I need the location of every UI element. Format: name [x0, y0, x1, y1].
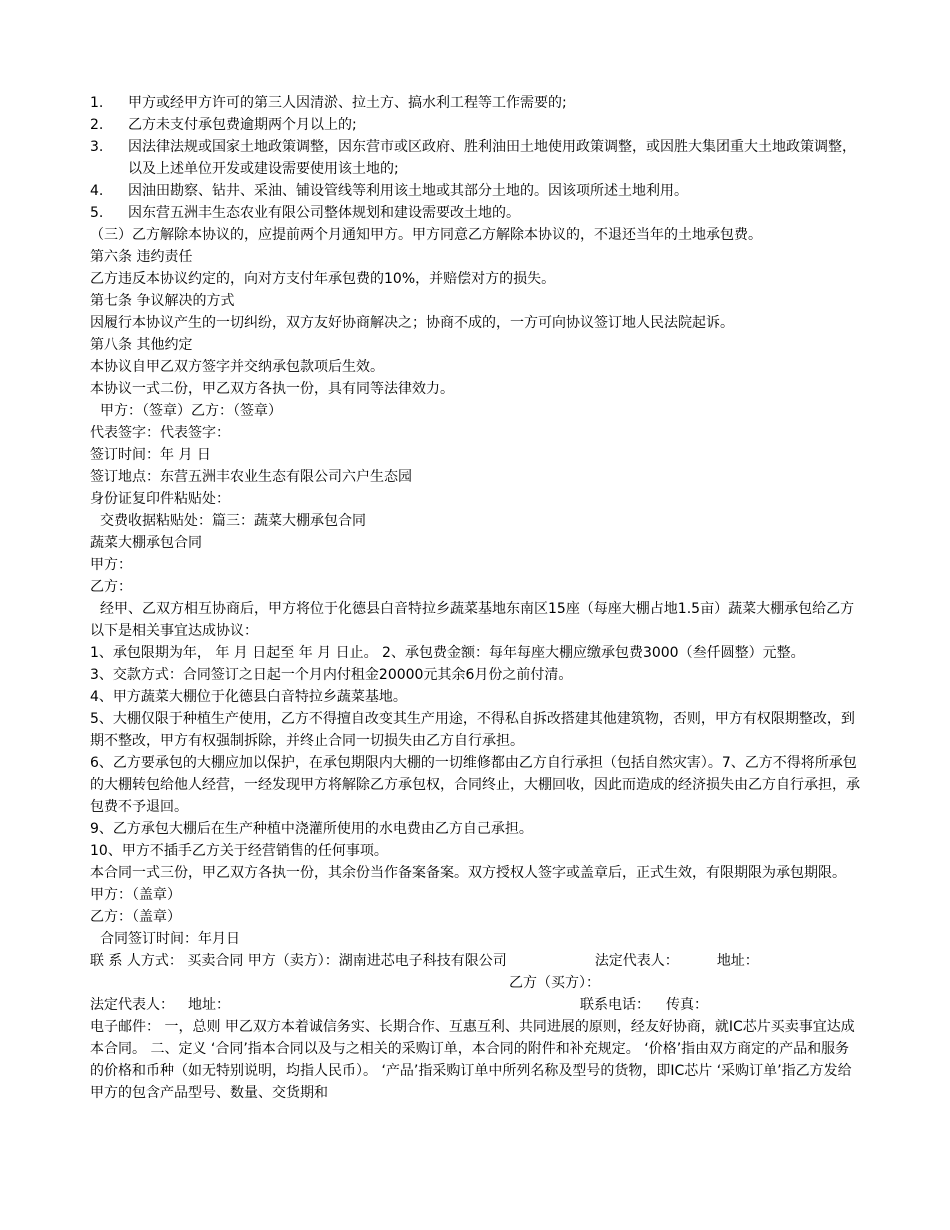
contact-line [90, 950, 860, 972]
list-item [90, 180, 860, 202]
address-b: 地址： [188, 997, 230, 1013]
article-6-text: 乙方违反本协议约定的，向对方支付年承包费的10%，并赔偿对方的损失。 [90, 271, 556, 287]
article-7-heading: 第七条 争议解决的方式 [90, 293, 235, 309]
party-a-label: 甲方： [90, 557, 132, 573]
contract-item-4: 4、甲方蔬菜大棚位于化德县白音特拉乡蔬菜基地。 [90, 689, 407, 705]
email-and-general-terms: 电子邮件： 一，总则 甲乙双方本着诚信务实、长期合作、互惠互利、共同进展的原则，经友好协商，就IC芯片买卖事宜达成本合同。 二、定义 ‘合同’指本合同以及与之相关的采购订单，本合同的附件和补充规定。 ‘价格’指由双方商定的产品和服务的价格和币种（如无特别说明，均指人民币）。 ‘产品’指采购订单中所列名称及型号的货物，即IC芯片 ‘采购订单’指乙方发给甲方的包含产品型号、数量、交货期和 [90, 1019, 855, 1101]
contract-item-3: 3、交款方式：合同签订之日起一个月内付租金20000元其余6月份之前付清。 [90, 667, 573, 683]
party-b-label: 乙方： [90, 579, 132, 595]
list-number: 4. [90, 183, 104, 199]
document-page [90, 88, 860, 1104]
list-text: 乙方未支付承包费逾期两个月以上的; [128, 117, 357, 133]
list-text: 因油田勘察、钻井、采油、铺设管线等利用该土地或其部分土地的。因该项所述土地利用。 [128, 183, 688, 199]
contract-signing-time: 合同签订时间：年月日 [100, 931, 240, 947]
phone-label: 联系电话： [580, 997, 650, 1013]
party-b-seal: 乙方：（盖章） [90, 909, 181, 925]
buyer-contact-line [90, 994, 860, 1016]
list-number: 5. [90, 205, 104, 221]
contact-text: 联 系 人方式： 买卖合同 甲方（卖方）：湖南进芯电子科技有限公司 [90, 953, 507, 969]
contract-item-5: 5、大棚仅限于种植生产使用，乙方不得擅自改变其生产用途，不得私自拆改搭建其他建筑物，否则，甲方有权限期整改，到期不整改，甲方有权强制拆除，并终止合同一切损失由乙方自行承担。 [90, 711, 855, 749]
signature-representatives: 代表签字：代表签字： [90, 425, 230, 441]
list-number: 1. [90, 95, 104, 111]
article-8-text-1: 本协议自甲乙双方签字并交纳承包款项后生效。 [90, 359, 384, 375]
list-text: 因东营五洲丰生态农业有限公司整体规划和建设需要改土地的。 [128, 205, 520, 221]
contract-item-1-2: 1、承包限期为年， 年 月 日起至 年 月 日止。 2、承包费金额：每年每座大棚应缴承包费3000（叁仟圆整）元整。 [90, 645, 805, 661]
list-item [90, 136, 860, 180]
article-7-text: 因履行本协议产生的一切纠纷，双方友好协商解决之；协商不成的，一方可向协议签订地人民法院起诉。 [90, 315, 734, 331]
contract-intro: 经甲、乙双方相互协商后，甲方将位于化德县白音特拉乡蔬菜基地东南区15座（每座大棚占地1.5亩）蔬菜大棚承包给乙方以下是相关事宜达成协议： [90, 601, 855, 639]
list-item [90, 92, 860, 114]
contract-title: 蔬菜大棚承包合同 [90, 535, 202, 551]
address-a: 地址： [716, 953, 759, 969]
id-copy-label: 身份证复印件粘贴处： [90, 491, 230, 507]
list-item [90, 114, 860, 136]
contract-item-6-7: 6、乙方要承包的大棚应加以保护，在承包期限内大棚的一切维修都由乙方自行承担（包括自然灾害）。7、乙方不得将所承包的大棚转包给他人经营，一经发现甲方将解除乙方承包权，合同终止，大棚回收，因此而造成的经济损失由乙方自行承担，承包费不予退回。 [90, 755, 860, 815]
buyer-line: 乙方（买方）： [509, 975, 600, 991]
article-8-text-2: 本协议一式二份，甲乙双方各执一份，具有同等法律效力。 [90, 381, 454, 397]
list-text: 甲方或经甲方许可的第三人因清淤、拉土方、搞水利工程等工作需要的; [128, 95, 567, 111]
list-number: 3. [90, 139, 104, 155]
terminate-paragraph: （三）乙方解除本协议的，应提前两个月通知甲方。甲方同意乙方解除本协议的，不退还当年的土地承包费。 [90, 227, 762, 243]
list-text: 因法律法规或国家土地政策调整，因东营市或区政府、胜利油田土地使用政策调整，或因胜大集团重大土地政策调整，以及上述单位开发或建设需要使用该土地的; [128, 139, 856, 177]
list-item [90, 202, 860, 224]
contract-item-10: 10、甲方不插手乙方关于经营销售的任何事项。 [90, 843, 388, 859]
legal-rep-b: 法定代表人： [90, 997, 174, 1013]
list-number: 2. [90, 117, 104, 133]
contract-closing: 本合同一式三份，甲乙双方各执一份，其余份当作备案备案。双方授权人签字或盖章后，正式生效，有限期限为承包期限。 甲方：（盖章） [90, 865, 846, 903]
article-6-heading: 第六条 违约责任 [90, 249, 193, 265]
signing-place: 签订地点：东营五洲丰农业生态有限公司六户生态园 [90, 469, 412, 485]
fax-label: 传真： [666, 997, 708, 1013]
signing-time: 签订时间：年 月 日 [90, 447, 211, 463]
signature-parties: 甲方：（签章）乙方：（签章） [100, 403, 282, 419]
article-8-heading: 第八条 其他约定 [90, 337, 193, 353]
receipt-and-section-title: 交费收据粘贴处：篇三：蔬菜大棚承包合同 [100, 513, 366, 529]
legal-rep-a: 法定代表人： [594, 953, 679, 969]
contract-item-9: 9、乙方承包大棚后在生产种植中浇灌所使用的水电费由乙方自己承担。 [90, 821, 533, 837]
